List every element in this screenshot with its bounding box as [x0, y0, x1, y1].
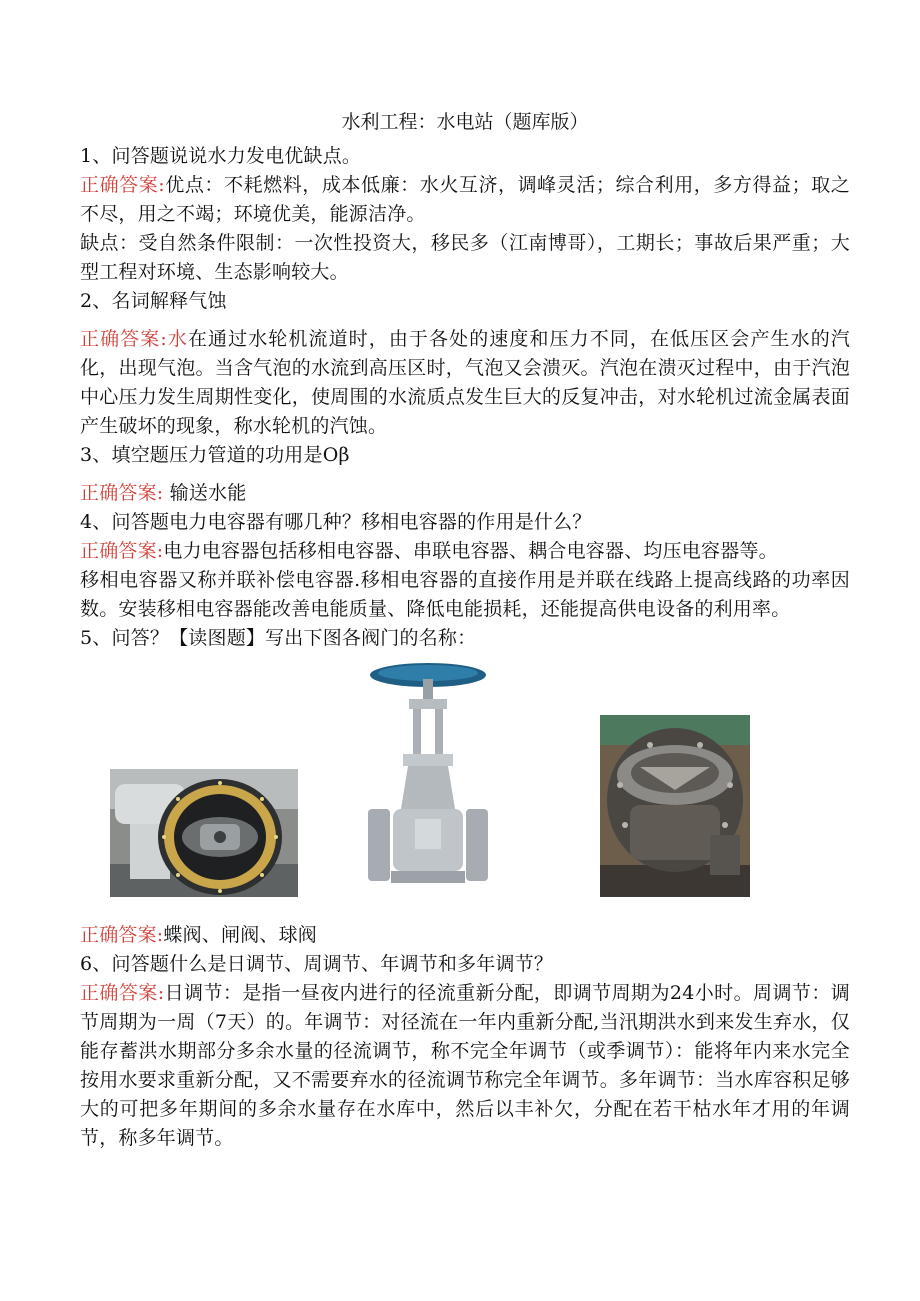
- answer-4-extra: 移相电容器又称并联补偿电容器.移相电容器的直接作用是并联在线路上提高线路的功率因数。安装移相电容器能改善电能质量、降低电能损耗，还能提高供电设备的利用率。: [80, 569, 850, 620]
- answer-1-extra: 缺点：受自然条件限制：一次性投资大，移民多（江南博哥），工期长；事故后果严重；大型工程对环境、生态影响较大。: [80, 232, 850, 283]
- answer-1-text: 优点：不耗燃料，成本低廉：水火互济，调峰灵活；综合利用，多方得益；取之不尽，用之不竭；环境优美，能源洁净。: [80, 174, 850, 225]
- question-6: 6、问答题什么是日调节、周调节、年调节和多年调节？: [80, 953, 554, 975]
- page-title: 水利工程：水电站（题库版）: [341, 111, 589, 133]
- answer-2-first-char: 水: [166, 328, 188, 350]
- question-2: 2、名词解释气蚀: [80, 290, 227, 312]
- answer-2-text: 在通过水轮机流道时，由于各处的速度和压力不同，在低压区会产生水的汽化，出现气泡。当含气泡的水流到高压区时，气泡又会溃灭。汽泡在溃灭过程中，由于汽泡中心压力发生周期性变化，使周围的水流质点发生巨大的反复冲击，对水轮机过流金属表面产生破坏的现象，称水轮机的汽蚀。: [80, 328, 851, 437]
- answer-2: [80, 325, 850, 441]
- document-page: [80, 108, 850, 1153]
- answer-4: [80, 537, 850, 566]
- answer-label: 正确答案:: [80, 482, 164, 504]
- answer-label: 正确答案:: [80, 540, 164, 562]
- answer-6: [80, 979, 850, 1153]
- gate-valve-image: [363, 659, 493, 899]
- valve-images: [80, 659, 850, 921]
- answer-6-text: 日调节：是指一昼夜内进行的径流重新分配，即调节周期为24小时。周调节：调节周期为一周（7天）的。年调节：对径流在一年内重新分配,当汛期洪水到来发生弃水，仅能存蓄洪水期部分多余水量的径流调节，称不完全年调节（或季调节）：能将年内来水完全按用水要求重新分配，又不需要弃水的径流调节称完全年调节。多年调节：当水库容积足够大的可把多年期间的多余水量存在水库中，然后以丰补欠，分配在若干枯水年才用的年调节，称多年调节。: [80, 982, 850, 1149]
- answer-5: [80, 921, 850, 950]
- question-5: 5、问答？【读图题】写出下图各阀门的名称：: [80, 627, 477, 649]
- answer-5-text: 蝶阀、闸阀、球阀: [163, 924, 318, 946]
- answer-label: 正确答案:: [80, 924, 164, 946]
- question-4: 4、问答题电力电容器有哪几种？移相电容器的作用是什么？: [80, 511, 592, 533]
- ball-valve-image: [600, 715, 750, 897]
- answer-3: [80, 479, 850, 508]
- answer-3-text: 输送水能: [169, 482, 247, 504]
- answer-label: 正确答案:: [80, 982, 165, 1004]
- answer-label: 正确答案:: [80, 328, 167, 350]
- answer-4-text: 电力电容器包括移相电容器、串联电容器、耦合电容器、均压电容器等。: [163, 540, 778, 562]
- answer-label: 正确答案:: [80, 174, 165, 196]
- answer-1: [80, 171, 850, 229]
- question-1: 1、问答题说说水力发电优缺点。: [80, 145, 362, 167]
- question-3: 3、填空题压力管道的功用是Oβ: [80, 444, 350, 466]
- butterfly-valve-image: [110, 769, 298, 897]
